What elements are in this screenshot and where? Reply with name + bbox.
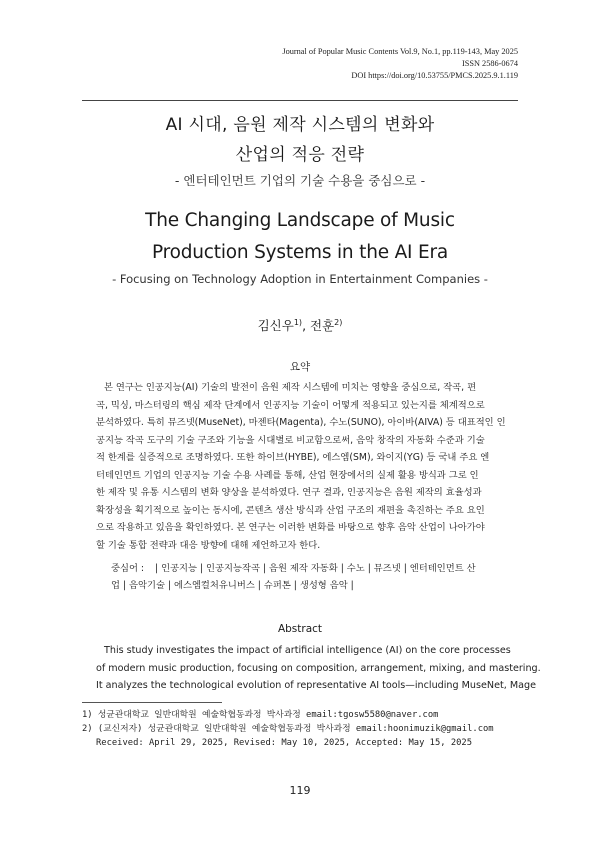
english-abstract-line: It analyzes the technological evolution of representative AI tools—including MuseNet, Mage xyxy=(96,680,536,691)
korean-abstract-line: 분석하였다. 특히 뮤즈넷(MuseNet), 마젠타(Magenta), 수노(SUNO), 아이바(AIVA) 등 대표적인 인 xyxy=(96,417,506,428)
journal-issn: ISSN 2586-0674 xyxy=(461,59,518,68)
author-1-footnote-mark: 1) xyxy=(293,317,303,327)
english-title-line-2: Production Systems in the AI Era xyxy=(151,242,449,263)
header-rule xyxy=(82,100,518,101)
english-abstract-line: of modern music production, focusing on composition, arrangement, mixing, and mastering. xyxy=(96,662,541,674)
korean-abstract-line: 할 기술 통합 전략과 대응 방향에 대해 제언하고자 한다. xyxy=(96,539,321,551)
footnote-1: 1) 성균관대학교 일반대학원 예술학협동과정 박사과정 email:tgosw5580@naver.com xyxy=(82,710,439,720)
keywords-list-2: 업 | 음악기술 | 에스엠컬처유니버스 | 슈퍼톤 | 생성형 음악 | xyxy=(111,580,354,591)
keywords-line-2 xyxy=(111,577,506,594)
keywords-block xyxy=(111,560,506,594)
journal-info xyxy=(282,46,518,82)
korean-abstract-line: 한 제작 및 유통 시스템의 변화 양상을 분석하였다. 연구 결과, 인공지능은 음원 제작의 효율성과 xyxy=(96,487,482,498)
korean-abstract-line: 확장성을 획기적으로 높이는 동시에, 콘텐츠 생산 방식과 산업 구조의 재편을 촉진하는 주요 요인 xyxy=(96,504,485,516)
korean-title-line-1: AI 시대, 음원 제작 시스템의 변화와 xyxy=(165,115,435,135)
page-number: 119 xyxy=(289,784,311,797)
english-title-line-1: The Changing Landscape of Music xyxy=(145,210,455,231)
author-2-footnote-mark: 2) xyxy=(334,317,343,327)
keywords-line-1 xyxy=(111,560,506,577)
korean-abstract-line: 공지능 작곡 도구의 기술 구조와 기능을 시대별로 비교함으로써, 음악 창작의 자동화 수준과 기술 xyxy=(96,434,485,446)
journal-citation: Journal of Popular Music Contents Vol.9, No.1, pp.119-143, May 2025 xyxy=(282,47,518,56)
author-2-name: 전훈 xyxy=(310,318,335,333)
korean-subtitle: - 엔터테인먼트 기업의 기술 수용을 중심으로 - xyxy=(174,173,426,188)
english-abstract-line: This study investigates the impact of artificial intelligence (AI) on the core processes xyxy=(104,645,511,656)
korean-abstract-line: 본 연구는 인공지능(AI) 기술의 발전이 음원 제작 시스템에 미치는 영향을 중심으로, 작곡, 편 xyxy=(104,382,477,393)
english-abstract-body xyxy=(96,642,541,695)
author-line xyxy=(0,316,600,334)
korean-abstract-line: 터테인먼트 기업의 인공지능 기술 수용 사례를 통해, 산업 현장에서의 실제 활용 방식과 그로 인 xyxy=(96,469,479,481)
keywords-list-1: | 인공지능 | 인공지능작곡 | 음원 제작 자동화 | 수노 | 뮤즈넷 | 엔터테인먼트 산 xyxy=(155,563,476,574)
footnote-rule xyxy=(82,702,222,703)
korean-title-line-2: 산업의 적응 전략 xyxy=(235,145,365,165)
korean-abstract-line: 적 한계를 실증적으로 조명하였다. 또한 하이브(HYBE), 에스엠(SM), 와이지(YG) 등 국내 주요 엔 xyxy=(96,452,490,463)
korean-abstract-heading: 요약 xyxy=(289,361,311,373)
author-separator: , xyxy=(302,318,311,333)
korean-abstract-body xyxy=(96,379,506,554)
english-abstract-heading: Abstract xyxy=(277,623,323,635)
journal-doi: DOI https://doi.org/10.53755/PMCS.2025.9.1.119 xyxy=(351,71,518,80)
english-subtitle: - Focusing on Technology Adoption in Entertainment Companies - xyxy=(112,272,488,286)
manuscript-dates: Received: April 29, 2025, Revised: May 10, 2025, Accepted: May 15, 2025 xyxy=(96,738,473,748)
korean-abstract-line: 으로 작용하고 있음을 확인하였다. 본 연구는 이러한 변화를 바탕으로 향후 음악 산업이 나아가야 xyxy=(96,522,485,533)
author-1-name: 김신우 xyxy=(257,318,294,333)
keywords-label: 중심어 : xyxy=(111,563,145,574)
footnote-2: 2) (교신저자) 성균관대학교 일반대학원 예술학협동과정 박사과정 email:hoonimuzik@gmail.com xyxy=(82,724,494,734)
korean-abstract-line: 곡, 믹싱, 마스터링의 핵심 제작 단계에서 인공지능 기술이 어떻게 적용되고 있는지를 체계적으로 xyxy=(96,399,485,411)
